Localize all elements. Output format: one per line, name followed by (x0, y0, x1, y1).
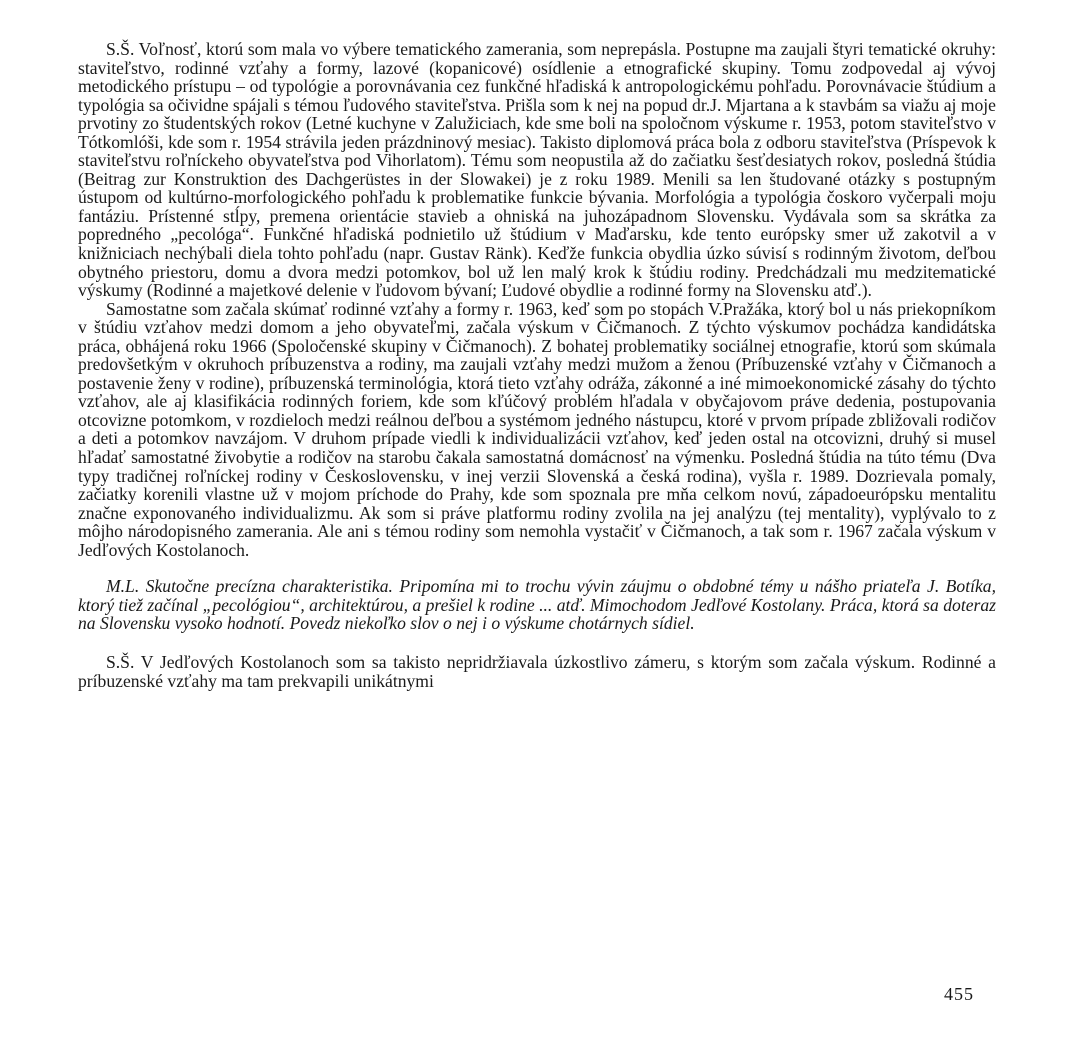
paragraph-3: S.Š. V Jedľových Kostolanoch som sa takisto nepridržiavala úzkostlivo zámeru, s ktorým som začala výskum. Rodinné a príbuzenské vzťahy ma tam prekvapili unikátnymi (78, 651, 996, 691)
interview-question: M.L. Skutočne precízna charakteristika. Pripomína mi to trochu vývin záujmu o obdobné témy u nášho priateľa J. Botíka, ktorý tiež začínal „pecológiou“, architektúrou, a prešiel k rodine ... atď. Mimochodom Jedľové Kostolany. Práca, ktorá sa doteraz na Slovensku vysoko hodnotí. Povedz niekoľko slov o nej i o výskume chotárnych sídiel. (78, 576, 997, 634)
paragraph-2: Samostatne som začala skúmať rodinné vzťahy a formy r. 1963, keď som po stopách V.Pražáka, ktorý bol u nás priekopníkom v štúdiu vzťahov medzi domom a jeho obyvateľmi, začala výskum v Čičmanoch. Z týchto výskumov pochádza kandidátska práca, obhájená roku 1966 (Spoločenské skupiny v Čičmanoch). Z bohatej problematiky sociálnej etnografie, ktorú som skúmala predovšetkým v okruhoch príbuzenstva a rodiny, ma zaujali vzťahy medzi mužom a ženou (Príbuzenské vzťahy v Čičmanoch a postavenie ženy v rodine), príbuzenská terminológia, ktorá tieto vzťahy odráža, zákonné a iné mimoekonomické zásahy do týchto vzťahov, ale aj klasifikácia rodinných foriem, kde som kľúčový problém hľadala v obyčajovom práve dedenia, postupovania otcovizne potomkom, v rozdieloch medzi reálnou deľbou a systémom jedného nástupcu, ktoré v prvom prípade zbližovali rodičov a deti a potomkov navzájom. V druhom prípade viedli k individualizácii vzťahov, keď jeden ostal na otcovizni, druhý si musel hľadať samostatné živobytie a rodičov na starobu čakala samostatná domácnosť na výmenku. Posledná štúdia na túto tému (Dva typy tradičnej roľníckej rodiny v Československu, v inej verzii Slovenská a česká rodina), vyšla r. 1989. Dozrievala pomaly, začiatky korenili vlastne už v mojom príchode do Prahy, kde som spoznala pre mňa celkom novú, západoeurópsku mentalitu značne exponovaného individualizmu. Ak som si práve platformu rodiny zvolila na jej analýzu (tej mentality), vyplývalo to z môjho národopisného zamerania. Ale ani s témou rodiny som nemohla vystačiť v Čičmanoch, a tak som r. 1967 začala výskum v Jedľových Kostolanoch. (78, 298, 996, 560)
page-text (78, 40, 996, 690)
paragraph-1: S.Š. Voľnosť, ktorú som mala vo výbere tematického zamerania, som neprepásla. Postupne ma zaujali štyri tematické okruhy: staviteľstvo, rodinné vzťahy a formy, lazové (kopanicové) osídlenie a etnografické skupiny. Tomu zodpovedal aj vývoj metodického prístupu – od typológie a porovnávania cez funkčné hľadiská k antropologickému pohľadu. Porovnávacie štúdium a typológia sa očividne spájali s témou ľudového staviteľstva. Prišla som k nej na popud dr.J. Mjartana a k stavbám sa viažu aj moje prvotiny zo študentských rokov (Letné kuchyne v Zalužiciach, kde sme boli na spoločnom výskume r. 1953, potom staviteľstvo v Tótkomlóši, kde som r. 1954 strávila jeden prázdninový mesiac). Takisto diplomová práca bola z odboru staviteľstva (Príspevok k staviteľstvu roľníckeho obyvateľstva pod Vihorlatom). Tému som neopustila až do začiatku šesťdesiatych rokov, posledná štúdia (Beitrag zur Konstruktion des Dachgerüstes in der Slowakei) je z roku 1989. Menili sa len študované otázky s postupným ústupom od kultúrno-morfologického pohľadu k problematike funkcie bývania. Morfológia a typológia čoskoro vyčerpali moju fantáziu. Prístenné stĺpy, premena orientácie stavieb a ohniská na juhozápadnom Slovensku. Vydávala som sa skrátka za popredného „pecológa“. Funkčné hľadiská podnietilo už štúdium v Maďarsku, kde tento európsky smer už zakotvil a v knižniciach nechýbali diela tohto pohľadu (napr. Gustav Ränk). Keďže funkcia obydlia úzko súvisí s rodinným životom, deľbou obytného priestoru, domu a dvora medzi potomkov, bol už len malý krok k štúdiu rodiny. Predchádzali mu medzitematické výskumy (Rodinné a majetkové delenie v ľudovom bývaní; Ľudové obydlie a rodinné formy na Slovensku atď.). (78, 39, 996, 301)
page-number: 455 (944, 984, 974, 1004)
